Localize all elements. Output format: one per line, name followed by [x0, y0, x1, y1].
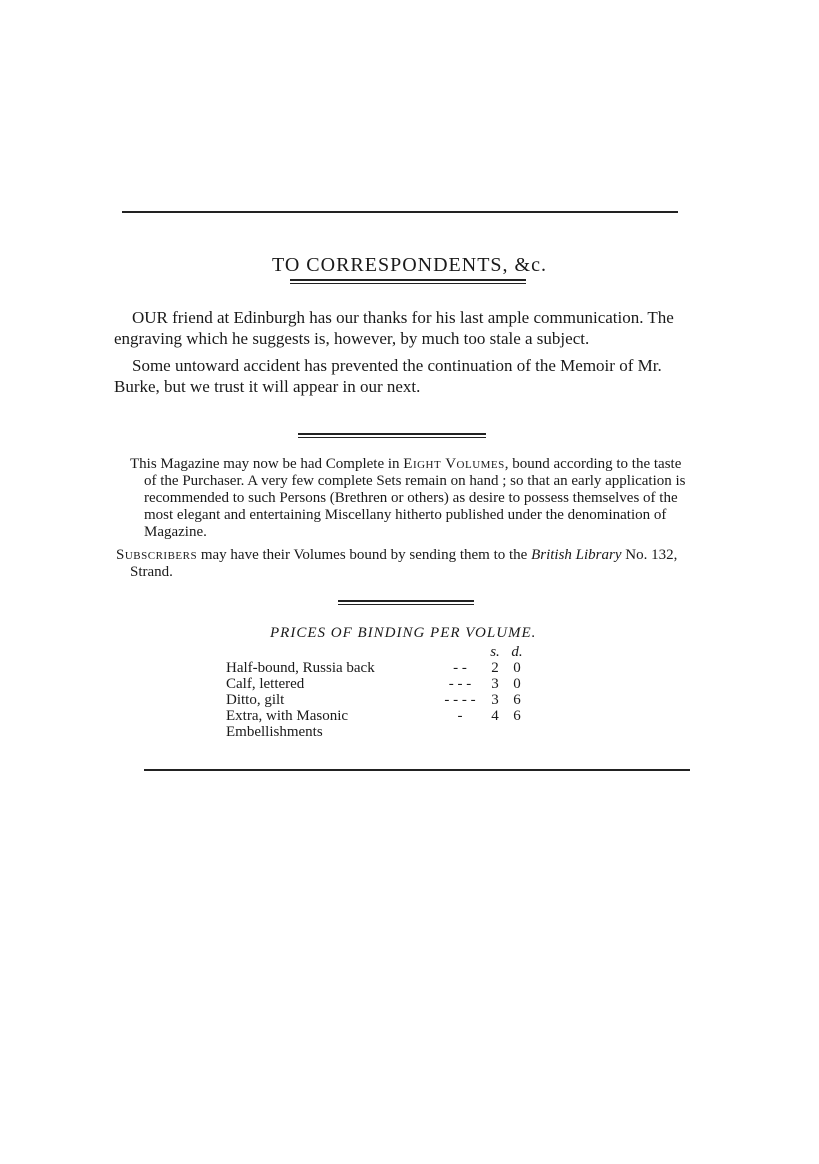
price-pence: 0 — [513, 660, 521, 676]
price-item: Ditto, gilt — [226, 692, 285, 708]
price-dashes: - - - — [448, 676, 472, 692]
prices-header-row — [226, 644, 528, 660]
price-dashes: - - - - — [444, 692, 476, 708]
heading-underline — [290, 279, 526, 281]
correspondence-paragraph-1: OUR friend at Edinburgh has our thanks for his last ample communication. The engraving which he suggests is, however, by much too stale a subject. — [114, 308, 674, 348]
notice-block — [116, 456, 696, 581]
notice-mid: may have their Volumes bound by sending them to the — [197, 547, 532, 563]
price-pence: 6 — [513, 708, 521, 724]
price-shillings: 3 — [491, 676, 499, 692]
prices-table — [226, 644, 528, 740]
price-pence: 6 — [513, 692, 521, 708]
notice-paragraph-2 — [116, 547, 696, 581]
price-row — [226, 708, 528, 740]
notice-rest: , bound according to the taste of the Purchaser. A very few complete Sets remain on hand ; so that an early application is recommended to such Persons (Brethren or others) as desire to possess themselves of the most elegant and entertaining Miscellany hitherto published under the denomination of Magazine. — [144, 456, 686, 540]
british-library: British Library — [531, 547, 622, 563]
price-row — [226, 692, 528, 708]
prices-title: PRICES OF BINDING PER VOLUME. — [270, 625, 537, 641]
pence-header: d. — [511, 644, 523, 660]
price-dashes: - - — [453, 660, 467, 676]
prices-divider-thin — [338, 604, 474, 605]
price-item: Extra, with Masonic Embellishments — [226, 708, 349, 740]
price-row — [226, 660, 528, 676]
notice-lead: This Magazine may now be had Complete in — [130, 456, 404, 472]
page-title: TO CORRESPONDENTS, &c. — [272, 254, 547, 276]
section-divider — [298, 433, 486, 435]
shillings-header: s. — [490, 644, 500, 660]
volumes-small-caps: Eight Volumes — [403, 456, 505, 472]
subscribers-small-caps: Subscribers — [116, 547, 198, 563]
correspondence-block — [114, 307, 694, 397]
price-shillings: 3 — [491, 692, 499, 708]
price-dashes: - — [457, 708, 463, 724]
price-row — [226, 676, 528, 692]
price-shillings: 4 — [491, 708, 499, 724]
section-divider-thin — [298, 437, 486, 438]
correspondence-paragraph-2: Some untoward accident has prevented the continuation of the Memoir of Mr. Burke, but we trust it will appear in our next. — [114, 356, 662, 396]
price-item: Half-bound, Russia back — [226, 660, 375, 676]
bottom-rule — [144, 769, 690, 771]
price-item: Calf, lettered — [226, 676, 305, 692]
price-pence: 0 — [513, 676, 521, 692]
notice-tail: No. 132, Strand. — [130, 547, 678, 580]
notice-paragraph-1 — [130, 456, 696, 541]
prices-divider — [338, 600, 474, 602]
price-shillings: 2 — [491, 660, 499, 676]
top-rule — [122, 211, 678, 213]
heading-underline-thin — [290, 283, 526, 284]
